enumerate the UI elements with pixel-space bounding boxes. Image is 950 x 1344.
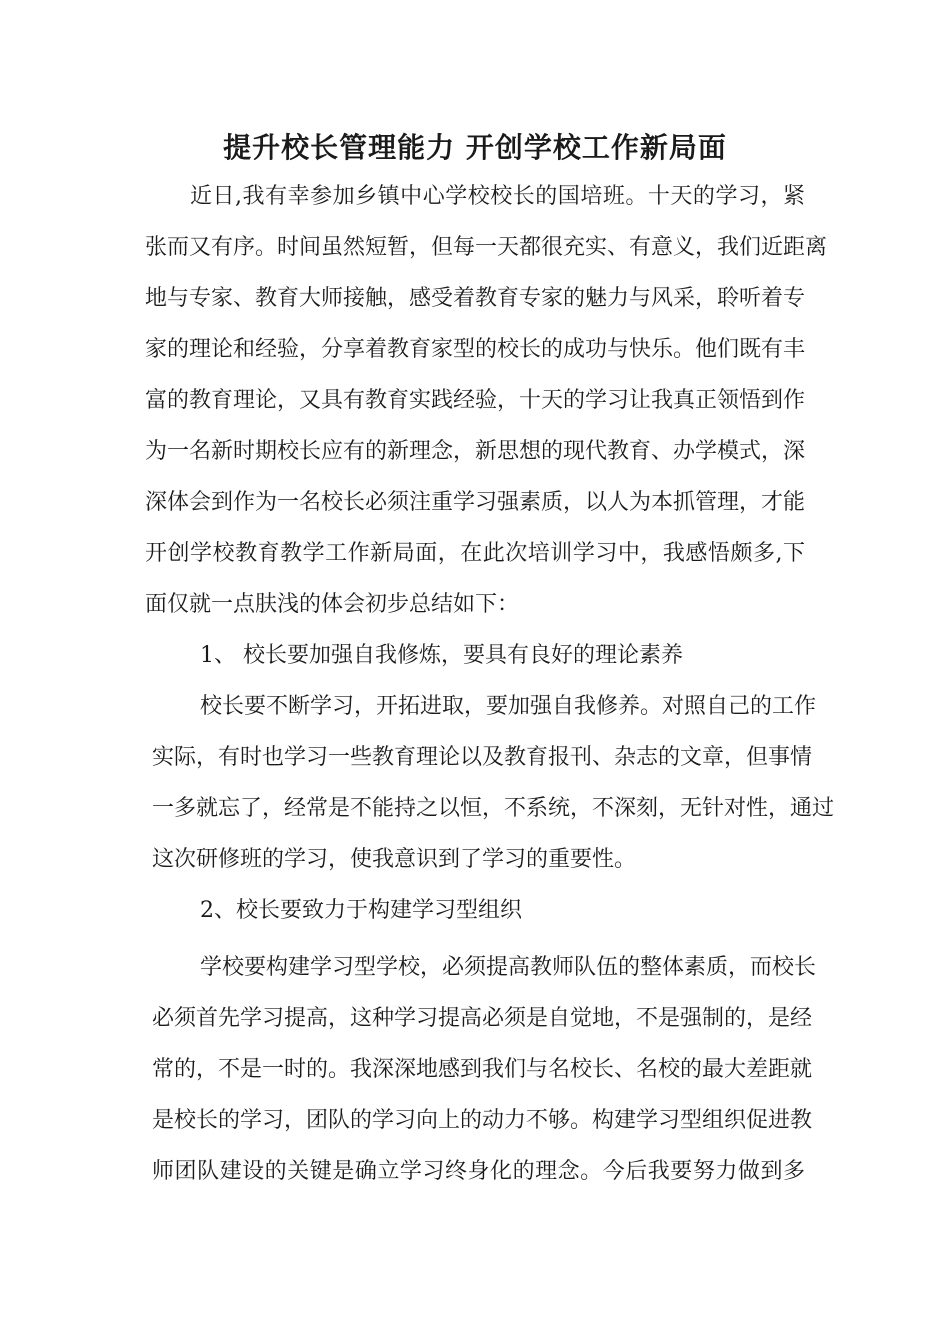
paragraph-line: 常的，不是一时的。我深深地感到我们与名校长、名校的最大差距就 — [152, 1057, 813, 1082]
paragraph-line: 这次研修班的学习，使我意识到了学习的重要性。 — [152, 847, 637, 872]
paragraph-line: 家的理论和经验，分享着教育家型的校长的成功与快乐。他们既有丰 — [145, 337, 806, 362]
paragraph-line: 学校要构建学习型学校，必须提高教师队伍的整体素质，而校长 — [200, 955, 817, 980]
section-heading: 2、校长要致力于构建学习型组织 — [200, 898, 522, 923]
paragraph-line: 校长要不断学习，开拓进取，要加强自我修养。对照自己的工作 — [200, 694, 817, 719]
paragraph-line: 地与专家、教育大师接触，感受着教育专家的魅力与风采，聆听着专 — [145, 286, 806, 311]
paragraph-line: 为一名新时期校长应有的新理念，新思想的现代教育、办学模式，深 — [145, 439, 806, 464]
paragraph-line: 近日,我有幸参加乡镇中心学校校长的国培班。十天的学习，紧 — [190, 184, 805, 209]
paragraph-line: 深体会到作为一名校长必须注重学习强素质，以人为本抓管理，才能 — [145, 490, 806, 515]
document-title: 提升校长管理能力 开创学校工作新局面 — [223, 131, 727, 164]
paragraph-line: 张而又有序。时间虽然短暂，但每一天都很充实、有意义，我们近距离 — [145, 235, 828, 260]
paragraph-line: 富的教育理论，又具有教育实践经验，十天的学习让我真正领悟到作 — [145, 388, 806, 413]
section-heading: 1、 校长要加强自我修炼，要具有良好的理论素养 — [200, 643, 683, 668]
paragraph-line: 面仅就一点肤浅的体会初步总结如下： — [145, 592, 520, 617]
paragraph-line: 实际，有时也学习一些教育理论以及教育报刊、杂志的文章，但事情 — [152, 745, 813, 770]
paragraph-line: 开创学校教育教学工作新局面，在此次培训学习中，我感悟颇多,下 — [145, 541, 805, 566]
paragraph-line: 必须首先学习提高，这种学习提高必须是自觉地，不是强制的，是经 — [152, 1006, 813, 1031]
paragraph-line: 一多就忘了，经常是不能持之以恒，不系统，不深刻，无针对性，通过 — [152, 796, 835, 821]
paragraph-line: 师团队建设的关键是确立学习终身化的理念。今后我要努力做到多 — [152, 1159, 805, 1184]
paragraph-line: 是校长的学习，团队的学习向上的动力不够。构建学习型组织促进教 — [152, 1108, 813, 1133]
